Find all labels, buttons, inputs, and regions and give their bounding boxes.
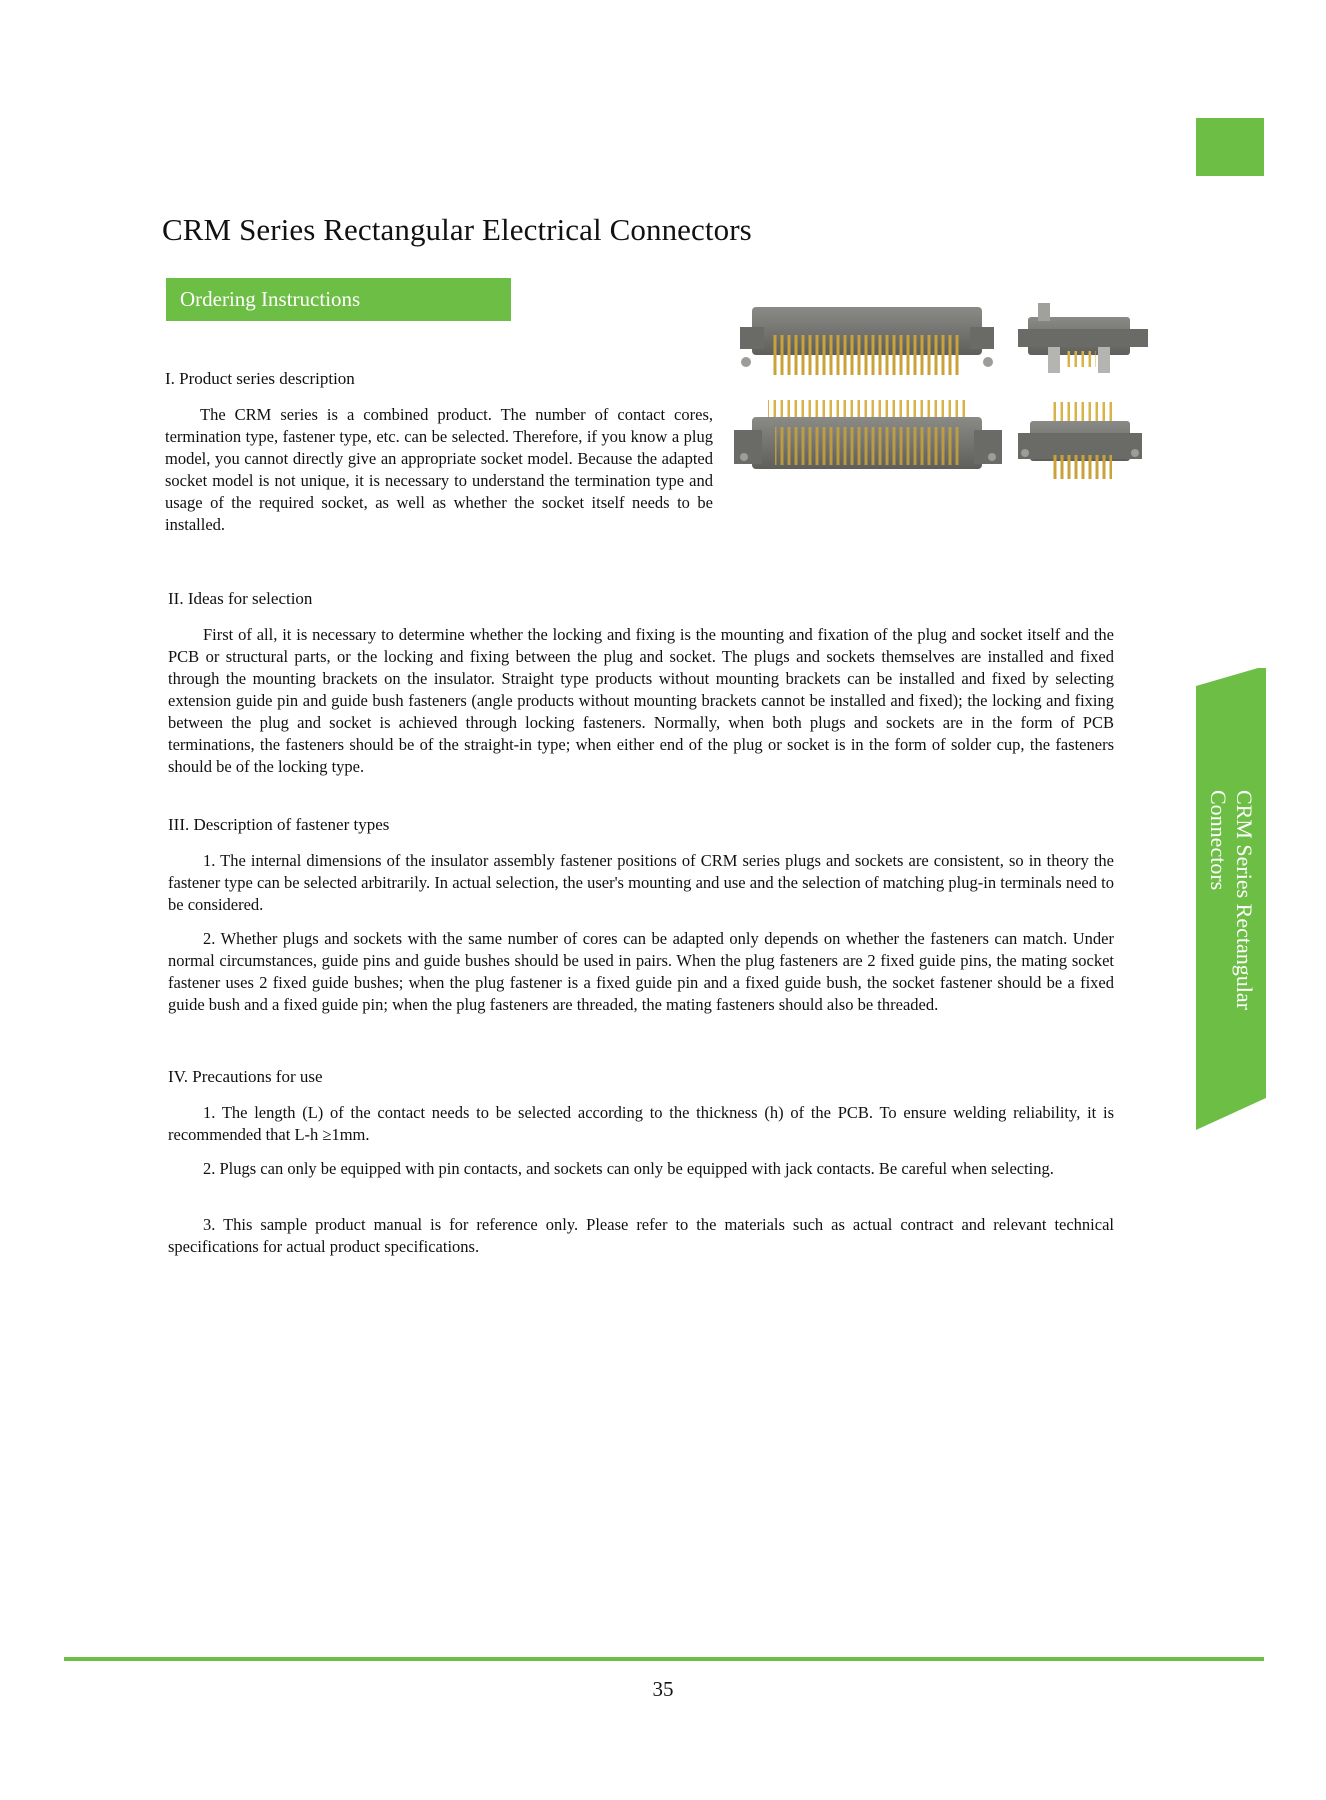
section-3-heading: III. Description of fastener types: [168, 815, 390, 834]
page-title: CRM Series Rectangular Electrical Connectors: [162, 212, 752, 247]
section-3-paragraph-1: 1. The internal dimensions of the insulator assembly fastener positions of CRM series plugs and sockets are consistent, so in theory the fastener type can be selected arbitrarily. In actual selection, the user's mounting and use and the selection of matching plug-in terminals need to be considered.: [168, 851, 1114, 914]
section-2-heading: II. Ideas for selection: [168, 589, 313, 608]
section-4-paragraph-3: 3. This sample product manual is for reference only. Please refer to the materials such as actual contract and relevant technical specifications for actual product specifications.: [168, 1215, 1114, 1256]
section-3-paragraph-2: 2. Whether plugs and sockets with the same number of cores can be adapted only depends on whether the fasteners can match. Under normal circumstances, guide pins and guide bushes should be used in pairs. When the plug fasteners are 2 fixed guide pins, the mating socket fastener uses 2 fixed guide bushes; when the plug fastener is a fixed guide pin and a fixed guide bush, the socket fastener should be a fixed guide bush and a fixed guide pin; when the plug fasteners are threaded, the mating fasteners should also be threaded.: [168, 929, 1114, 1014]
section-4-heading: IV. Precautions for use: [168, 1067, 323, 1086]
section-4-paragraph-2: 2. Plugs can only be equipped with pin contacts, and sockets can only be equipped with jack contacts. Be careful when selecting.: [203, 1159, 1054, 1178]
section-4-paragraph-1: 1. The length (L) of the contact needs to be selected according to the thickness (h) of the PCB. To ensure welding reliability, it is recommended that L-h ≥1mm.: [168, 1103, 1114, 1144]
connector-product-photo: [730, 295, 1155, 500]
footer-rule: [64, 1657, 1264, 1661]
corner-accent-block: [1196, 118, 1264, 176]
section-1-paragraph-1: The CRM series is a combined product. The number of contact cores, termination type, fastener type, etc. can be selected. Therefore, if you know a plug model, you cannot directly give an appropriate socket model. Because the adapted socket model is not unique, it is necessary to understand the termination type and usage of the required socket, as well as whether the socket itself needs to be installed.: [165, 405, 713, 534]
side-tab-label: CRM Series Rectangular Connectors: [1206, 790, 1257, 1010]
section-2-paragraph-1: First of all, it is necessary to determine whether the locking and fixing is the mounting and fixation of the plug and socket itself and the PCB or structural parts, or the locking and fixing between the plug and socket. The plugs and sockets themselves are installed and fixed through the mounting brackets on the insulator. Straight type products without mounting brackets can be installed and fixed by selecting extension guide pin and guide bush fasteners (angle products without mounting brackets cannot be installed and fixed); the locking and fixing between the plug and socket is achieved through locking fasteners. Normally, when both plugs and sockets are in the form of PCB terminations, the fasteners should be of the straight-in type; when either end of the plug or socket is in the form of solder cup, the fasteners should be of the locking type.: [168, 625, 1114, 776]
page-number: 35: [652, 1677, 674, 1701]
section-1-heading: I. Product series description: [165, 369, 355, 388]
ordering-instructions-banner: Ordering Instructions: [166, 278, 511, 321]
